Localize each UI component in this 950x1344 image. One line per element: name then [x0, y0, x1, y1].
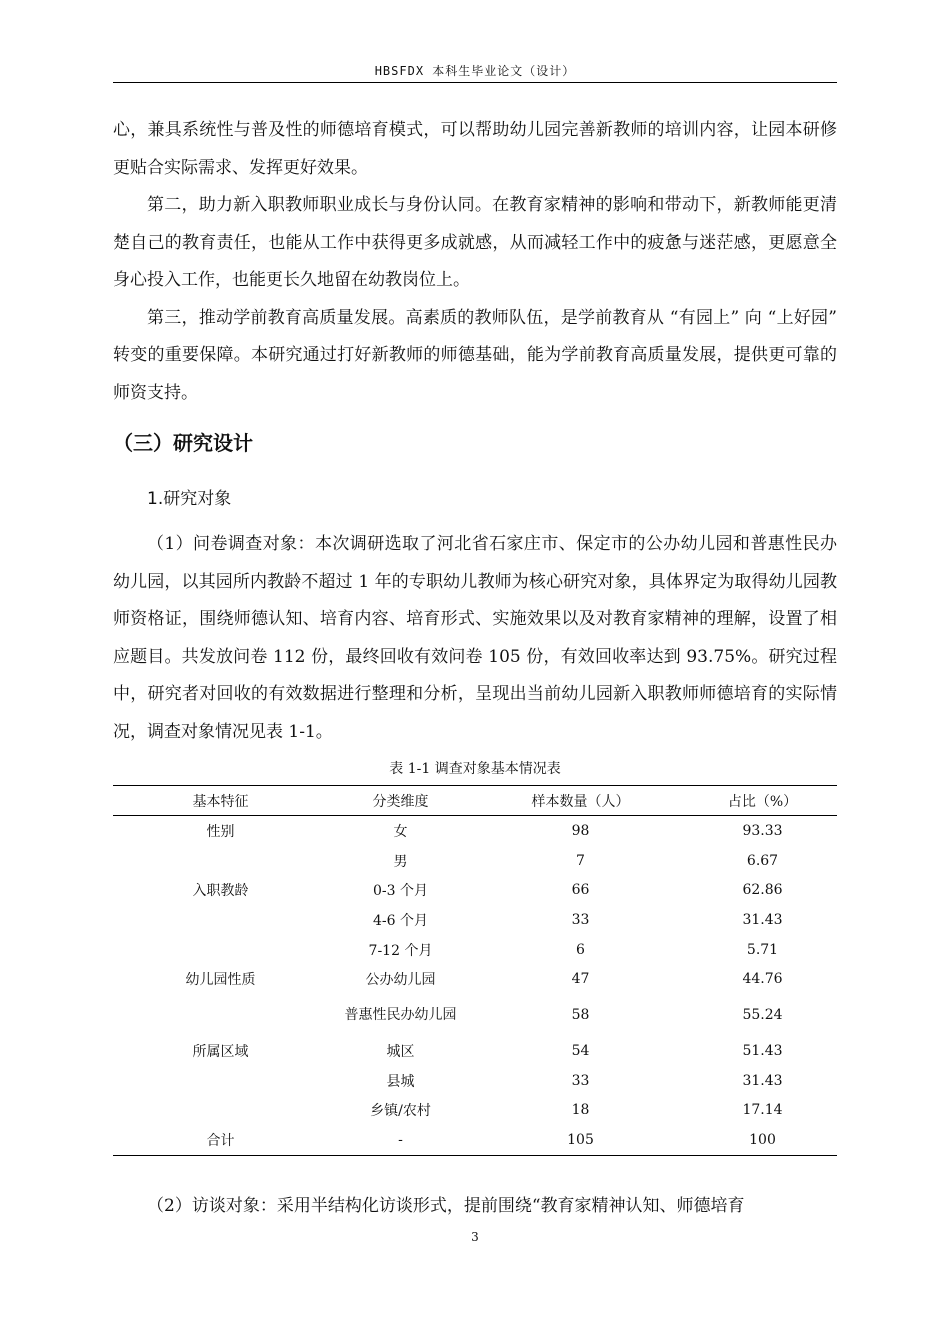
table-cell	[113, 994, 328, 1036]
table-cell: 7-12 个月	[368, 942, 433, 959]
table-row	[113, 994, 837, 1036]
table-cell: 33	[571, 1072, 590, 1089]
table-cell: 性别	[206, 823, 235, 840]
table-cell: 6.67	[746, 852, 779, 869]
paragraph-survey-subjects: （1）问卷调查对象：本次调研选取了河北省石家庄市、保定市的公办幼儿园和普惠性民办幼儿园，以其园所内教龄不超过 1 年的专职幼儿教师为核心研究对象，具体界定为取得幼儿园教师资格证，围绕师德认知、培育内容、培育形式、实施效果以及对教育家精神的理解，设置了相应题目。共发放问卷 112 份，最终回收有效问卷 105 份，有效回收率达到 93.75%。研究过程中，研究者对回收的有效数据进行整理和分析，呈现出当前幼儿园新入职教师师德培育的实际情况，调查对象情况见表 1-1。	[113, 534, 837, 742]
table-row	[113, 1066, 837, 1096]
table-cell: 入职教龄	[192, 883, 249, 900]
table-caption: 表 1-1 调查对象基本情况表	[389, 761, 561, 777]
table-cell: 幼儿园性质	[185, 972, 256, 989]
table-cell	[113, 905, 328, 935]
table-cell	[328, 994, 473, 1036]
table-header-cell: 基本特征	[113, 786, 328, 816]
subsection-heading: 1.研究对象	[147, 489, 232, 509]
table-cell: 18	[571, 1102, 590, 1119]
table-cell: 女	[393, 823, 408, 840]
table-cell: 54	[571, 1042, 590, 1059]
header-title: HBSFDX 本科生毕业论文（设计）	[374, 64, 576, 78]
table-cell: 100	[688, 1125, 837, 1155]
table-cell: 0-3 个月	[373, 883, 428, 900]
page-number: 3	[471, 1230, 479, 1244]
table-cell: 男	[393, 853, 408, 870]
table-row	[113, 846, 837, 876]
table-cell: -	[328, 1125, 473, 1155]
table-header-cell: 分类维度	[328, 786, 473, 816]
table-cell: 47	[571, 971, 590, 988]
table-cell: 93.33	[742, 822, 783, 839]
table-cell	[113, 1066, 328, 1096]
table-cell: 98	[571, 822, 590, 839]
table-row	[113, 1125, 837, 1155]
table-cell: 5.71	[746, 941, 779, 958]
table-cell: 4-6 个月	[373, 912, 428, 929]
table-row	[113, 964, 837, 994]
table-cell: 公办幼儿园	[365, 972, 436, 989]
table-row	[113, 875, 837, 905]
page-content	[113, 112, 837, 1225]
table-cell	[113, 846, 328, 876]
table-cell-text: 普惠性民办幼儿园	[344, 1006, 457, 1023]
table-cell: 县城	[386, 1073, 415, 1090]
table-row	[113, 1036, 837, 1066]
table-cell: 33	[571, 911, 590, 928]
table-cell: 66	[571, 882, 590, 899]
table-cell: 31.43	[742, 911, 783, 928]
table-cell: 44.76	[742, 971, 783, 988]
table-cell: 105	[473, 1125, 688, 1155]
survey-table	[113, 785, 837, 1156]
paragraph-interview-subjects: （2）访谈对象：采用半结构化访谈形式，提前围绕“教育家精神认知、师德培育	[147, 1195, 745, 1216]
table-cell: 城区	[386, 1043, 415, 1060]
table-cell: 所属区域	[192, 1043, 249, 1060]
table-header-cell: 样本数量（人）	[473, 786, 688, 816]
paragraph-continued: 心，兼具系统性与普及性的师德培育模式，可以帮助幼儿园完善新教师的培训内容，让园本研修更贴合实际需求、发挥更好效果。	[113, 120, 837, 178]
table-header-row	[113, 786, 837, 816]
paragraph-second-point: 第二，助力新入职教师职业成长与身份认同。在教育家精神的影响和带动下，新教师能更清楚自己的教育责任，也能从工作中获得更多成就感，从而减轻工作中的疲惫与迷茫感，更愿意全身心投入工作，也能更长久地留在幼教岗位上。	[113, 195, 837, 290]
table-cell: 7	[576, 852, 585, 869]
table-cell	[113, 1096, 328, 1126]
table-cell	[113, 935, 328, 965]
table-cell: 51.43	[742, 1042, 783, 1059]
table-cell: 6	[576, 941, 585, 958]
table-header-cell: 占比（%）	[688, 786, 837, 816]
table-row	[113, 905, 837, 935]
table-cell: 55.24	[742, 1007, 783, 1024]
table-cell: 乡镇/农村	[370, 1103, 431, 1120]
table-cell: 31.43	[742, 1072, 783, 1089]
table-cell: 17.14	[742, 1102, 783, 1119]
page-header	[113, 62, 837, 83]
table-cell: 62.86	[742, 882, 783, 899]
section-heading: （三）研究设计	[113, 431, 253, 455]
table-row	[113, 935, 837, 965]
table-cell: 合计	[113, 1125, 328, 1155]
paragraph-third-point: 第三，推动学前教育高质量发展。高素质的教师队伍，是学前教育从 “有园上” 向 “上好园” 转变的重要保障。本研究通过打好新教师的师德基础，能为学前教育高质量发展，提供更可靠的师资支持。	[113, 307, 837, 403]
table-cell: 58	[571, 1007, 590, 1024]
table-row	[113, 1096, 837, 1126]
table-row	[113, 816, 837, 846]
